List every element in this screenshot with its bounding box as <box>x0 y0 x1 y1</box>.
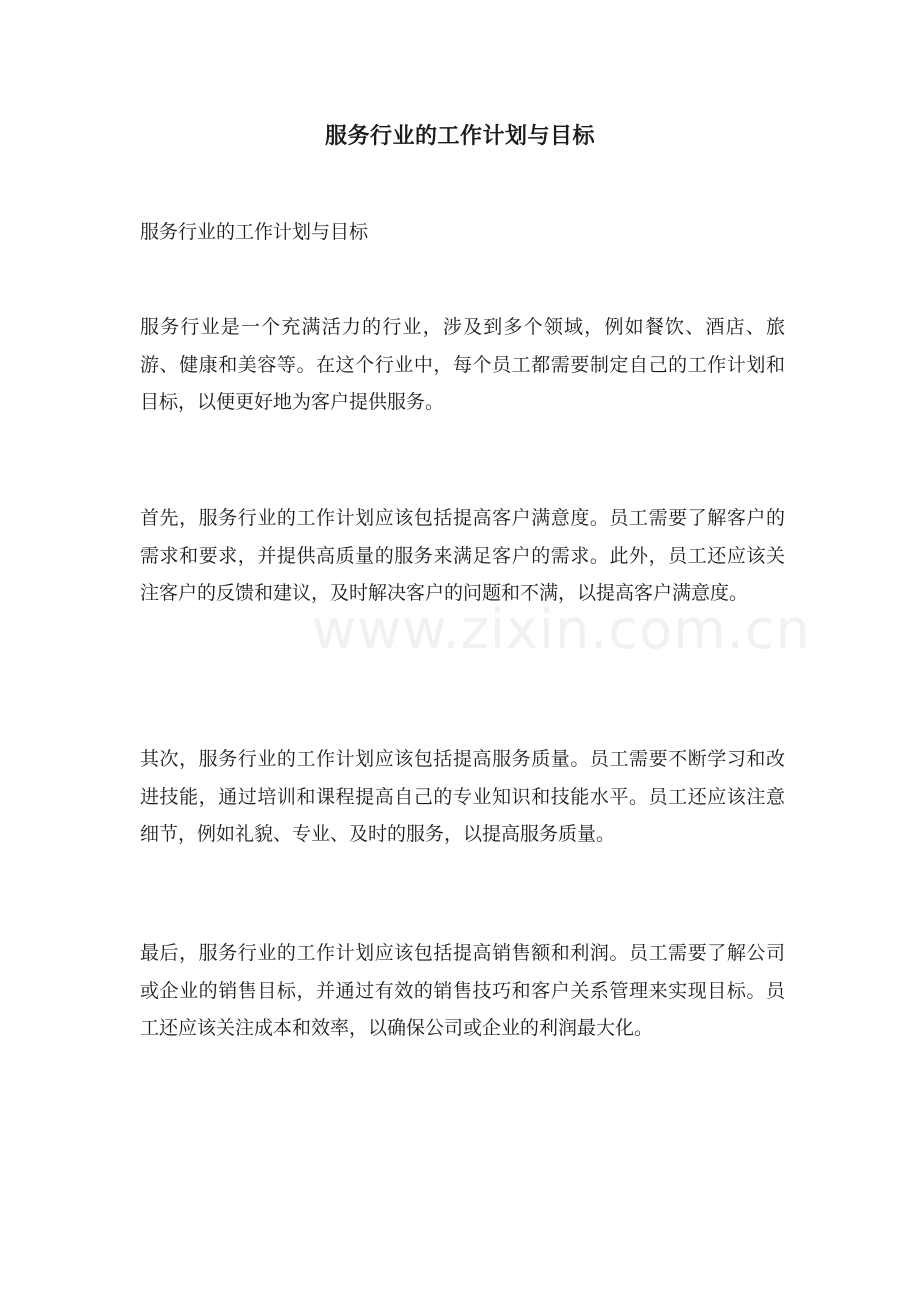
page-title: 服务行业的工作计划与目标 <box>324 123 595 149</box>
paragraph-intro: 服务行业是一个充满活力的行业，涉及到多个领域，例如餐饮、酒店、旅游、健康和美容等。在这个行业中，每个员工都需要制定自己的工作计划和目标，以便更好地为客户提供服务。 <box>140 316 785 413</box>
document-subtitle: 服务行业的工作计划与目标 <box>140 221 369 243</box>
paragraph-sales-profit: 最后，服务行业的工作计划应该包括提高销售额和利润。员工需要了解公司或企业的销售目标，并通过有效的销售技巧和客户关系管理来实现目标。员工还应该关注成本和效率，以确保公司或企业的利润最大化。 <box>140 942 785 1039</box>
paragraph-customer-satisfaction: 首先，服务行业的工作计划应该包括提高客户满意度。员工需要了解客户的需求和要求，并提供高质量的服务来满足客户的需求。此外，员工还应该关注客户的反馈和建议，及时解决客户的问题和不满，以提高客户满意度。 <box>140 507 785 604</box>
paragraph-service-quality: 其次，服务行业的工作计划应该包括提高服务质量。员工需要不断学习和改进技能，通过培训和课程提高自己的专业知识和技能水平。员工还应该注意细节，例如礼貌、专业、及时的服务，以提高服务质量。 <box>140 748 785 845</box>
watermark: www.zixin.com.cn <box>312 598 811 661</box>
